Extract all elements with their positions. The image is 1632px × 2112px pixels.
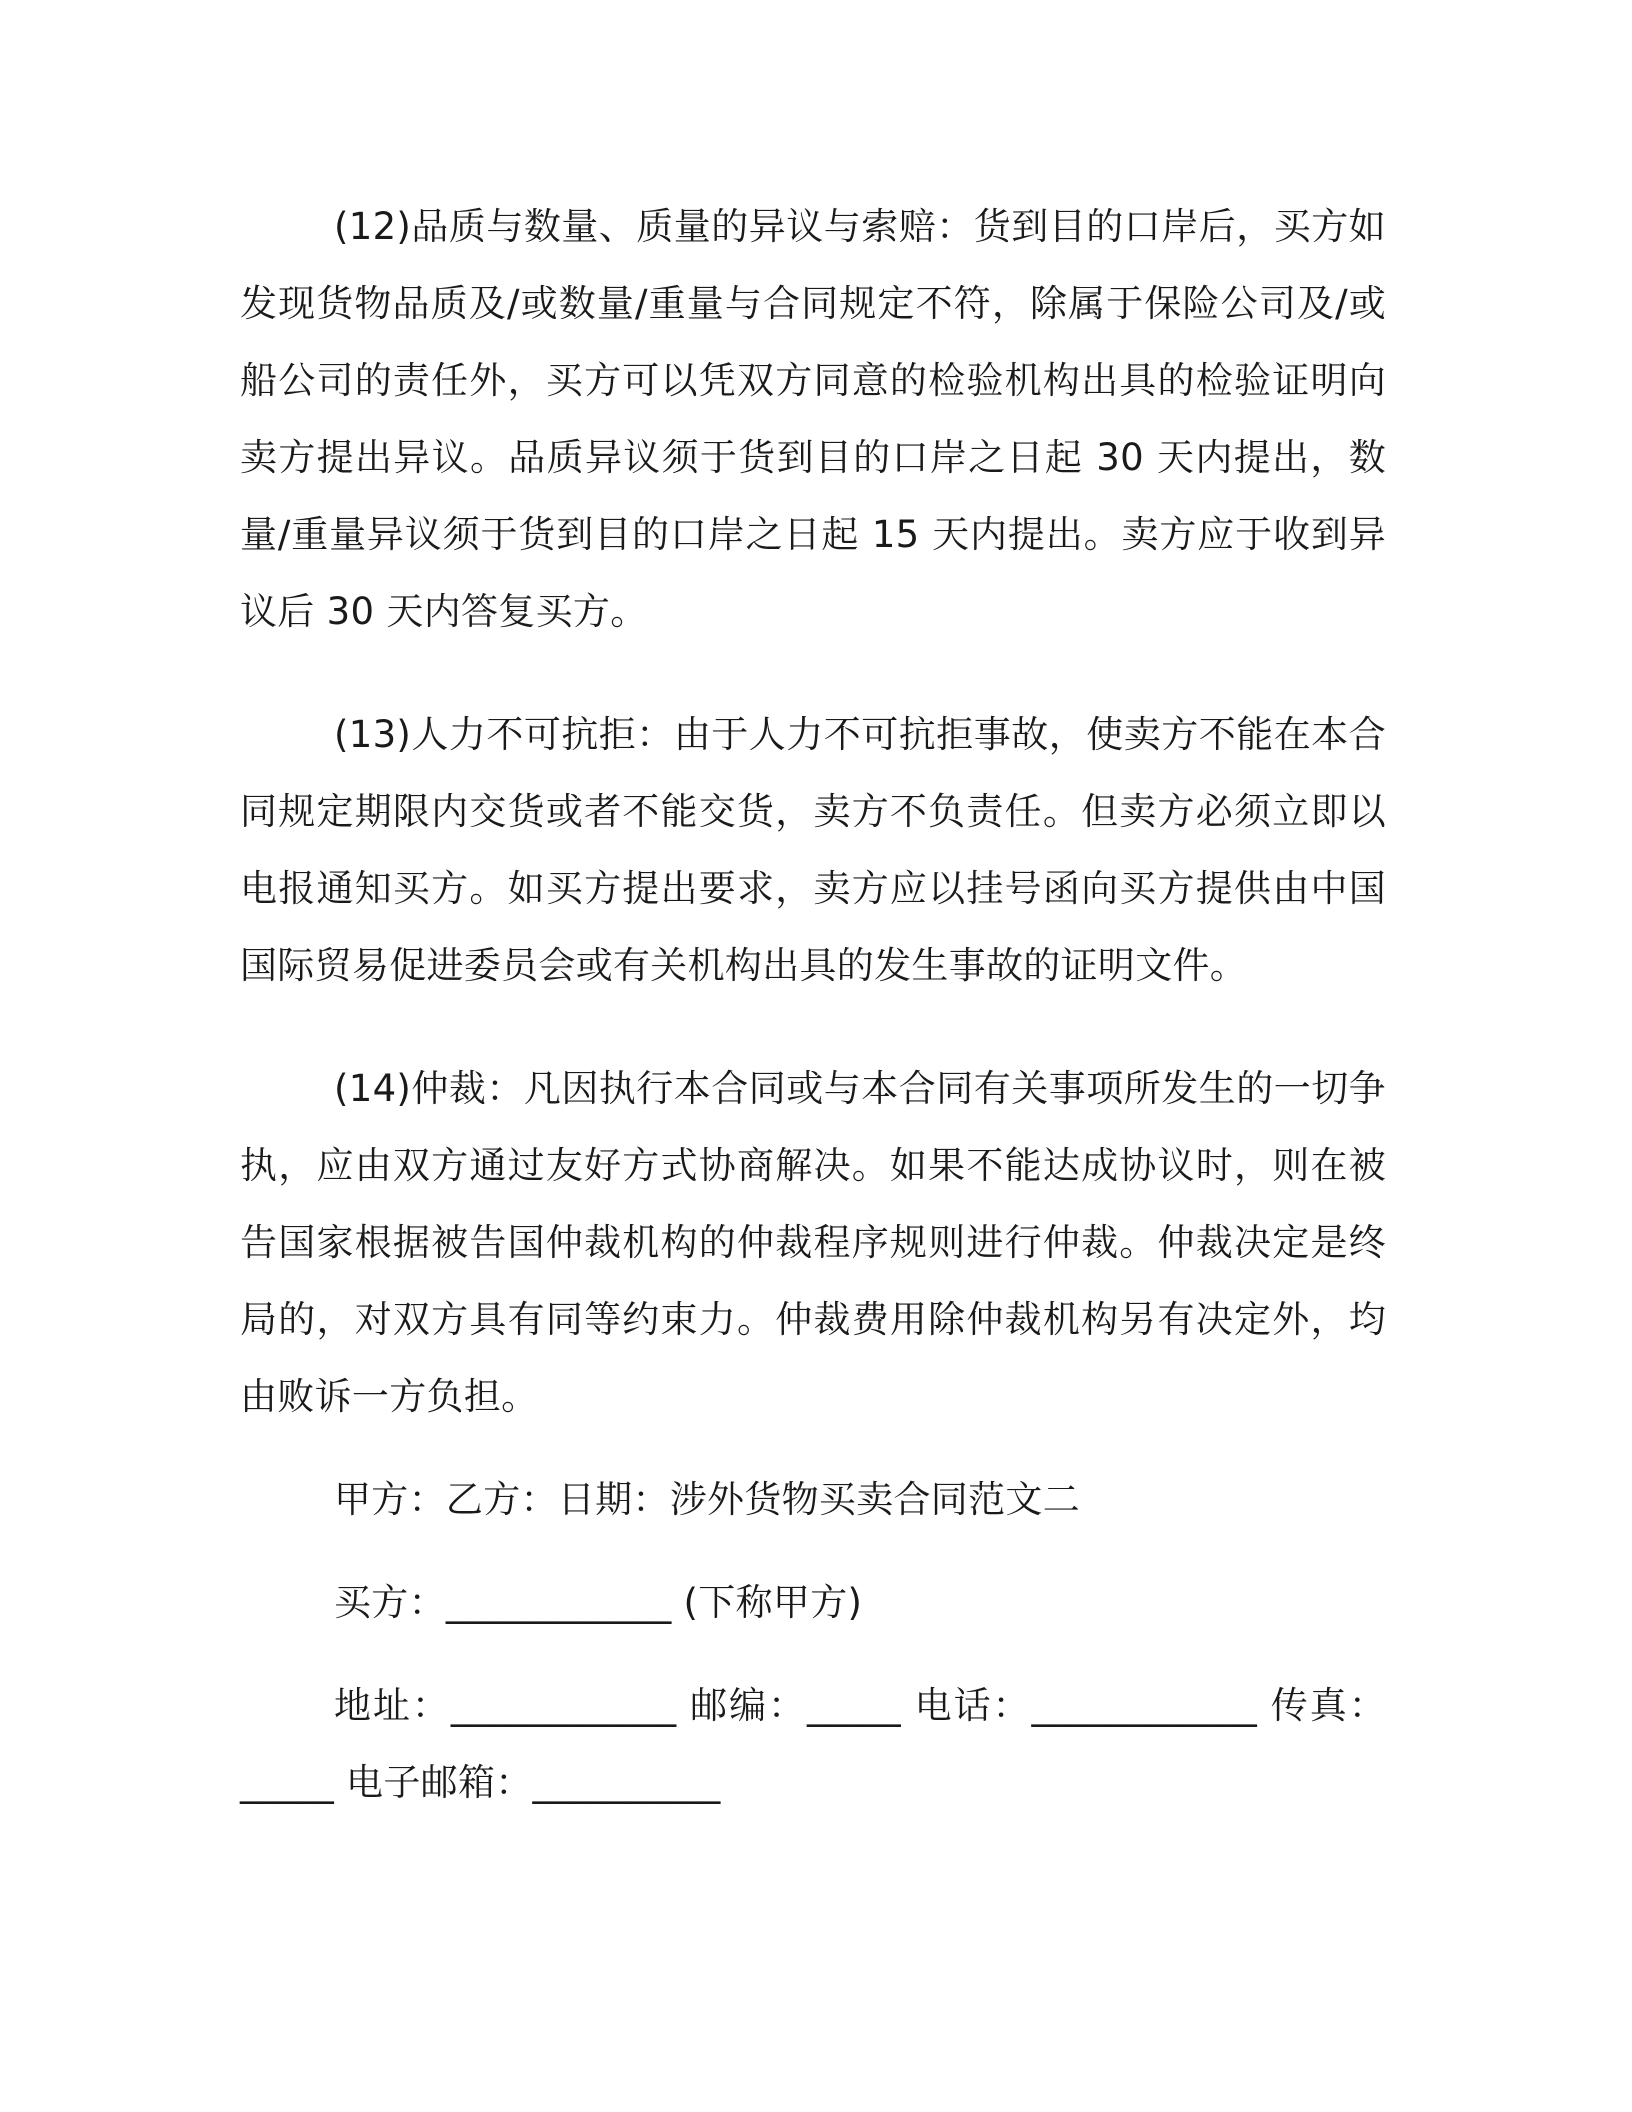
clause-14-label: (14)仲裁： [334, 1067, 524, 1110]
clause-14-text: 凡因执行本合同或与本合同有关事项所发生的一切争执，应由双方通过友好方式协商解决。如果不能达成协议时，则在被告国家根据被告国仲裁机构的仲裁程序规则进行仲裁。仲裁决定是终局的，对双方具有同等约束力。仲裁费用除仲裁机构另有决定外，均由败诉一方负担。 [240, 1067, 1386, 1418]
clause-12-label: (12)品质与数量、质量的异议与索赔： [334, 205, 974, 248]
clause-12-text: 货到目的口岸后，买方如发现货物品质及/或数量/重量与合同规定不符，除属于保险公司及/或船公司的责任外，买方可以凭双方同意的检验机构出具的检验证明向卖方提出异议。品质异议须于货到目的口岸之日起 30 天内提出，数量/重量异议须于货到目的口岸之日起 15 天内提出。卖方应于收到异议后 30 天内答复买方。 [240, 205, 1386, 633]
contact-line: 地址：____________ 邮编：_____ 电话：____________ 传真：_____ 电子邮箱：__________ [240, 1684, 1386, 1804]
document-page [240, 188, 1386, 1821]
clause-13-text: 由于人力不可抗拒事故，使卖方不能在本合同规定期限内交货或者不能交货，卖方不负责任。但卖方必须立即以电报通知买方。如买方提出要求，卖方应以挂号函向买方提供由中国国际贸易促进委员会或有关机构出具的发生事故的证明文件。 [240, 713, 1386, 987]
clause-14 [240, 1050, 1386, 1435]
buyer-line: 买方：____________ (下称甲方) [334, 1581, 863, 1624]
clause-13 [240, 696, 1386, 1004]
clause-12 [240, 188, 1386, 650]
parties-line: 甲方：乙方：日期：涉外货物买卖合同范文二 [334, 1478, 1080, 1521]
clause-13-label: (13)人力不可抗拒： [334, 713, 674, 756]
